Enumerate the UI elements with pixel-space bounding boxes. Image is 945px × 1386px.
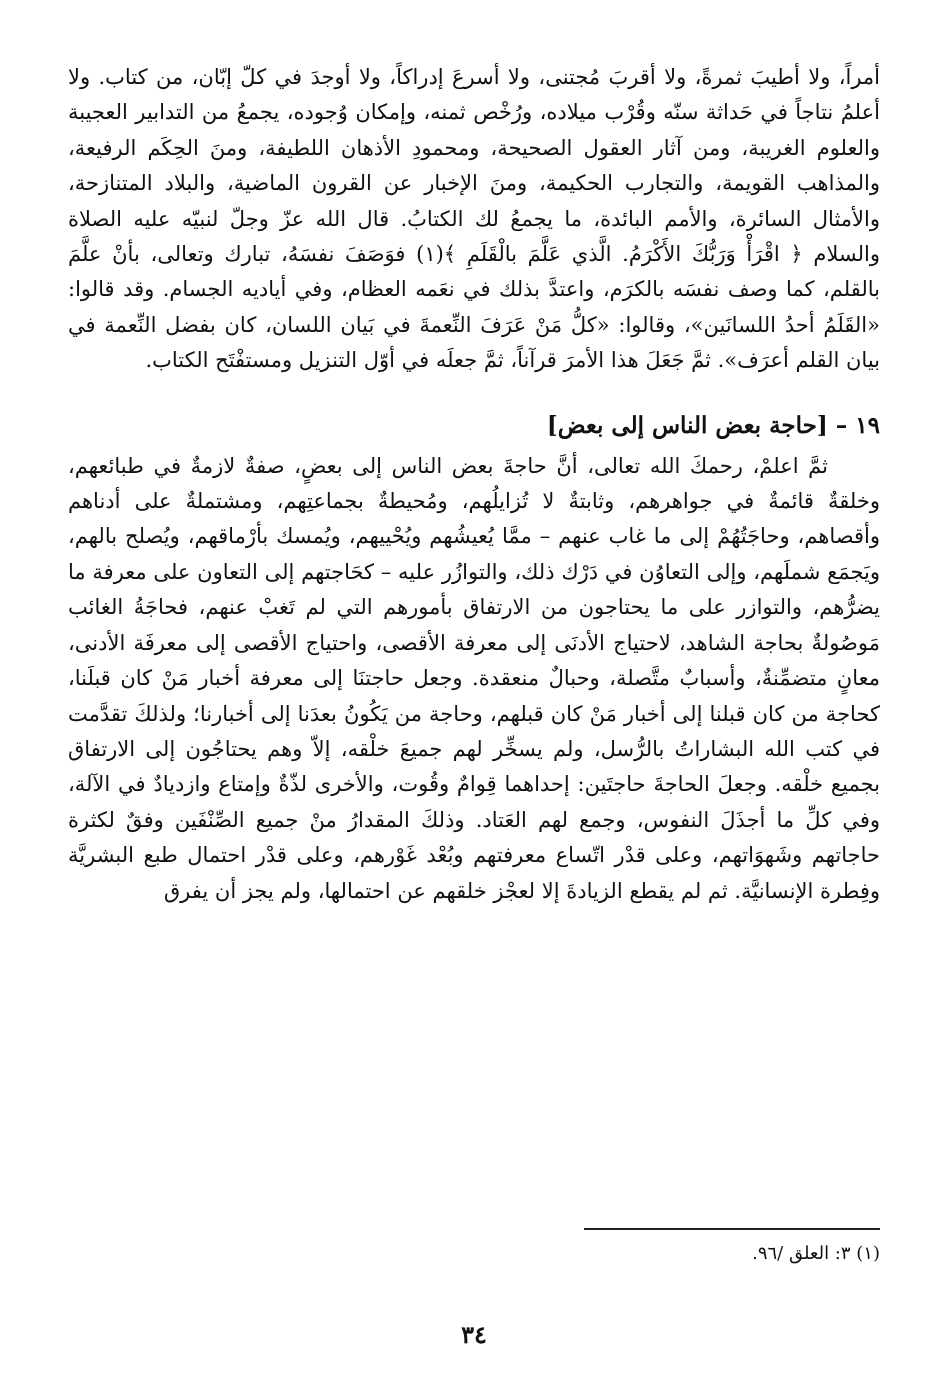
body-paragraph: أمراً، ولا أطيبَ ثمرةً، ولا أقربَ مُجتنى، ولا أسرعَ إدراكاً، ولا أوجدَ في كلّ إبّان، من كتاب. ولا أعلمُ نتاجاً في حَداثة سنّه وقُرْب ميلاده، ورُخْص ثمنه، وإمكان وُجوده، يجمعُ من التدابير العجيبة والعلوم الغريبة، ومن آثار العقول الصحيحة، ومحمودِ الأذهان اللطيفة، ومنَ الحِكَم الرفيعة، والمذاهب القويمة، والتجارب الحكيمة، ومنَ الإخبار عن القرون الماضية، والبلاد المتنازحة، والأمثال السائرة، والأمم البائدة، ما يجمعُ لك الكتابُ. قال الله عزّ وجلّ لنبيّه عليه الصلاة والسلام ﴿ اقْرَأْ وَرَبُّكَ الأَكْرَمُ. الَّذي عَلَّمَ بالْقَلَمِ ﴾(١) فوَصَفَ نفسَهُ، تبارك وتعالى، بأنْ علَّمَ بالقلم، كما وصف نفسَه بالكرَم، واعتدَّ بذلك في نعَمه العظام، وفي أياديه الجسام. وقد قالوا: «القَلَمُ أحدُ اللسانَين»، وقالوا: «كلُّ مَنْ عَرَفَ النِّعمةَ في بَيان اللسان، كان بفضل النِّعمة في بيان القلم أعرَف». ثمَّ جَعَلَ هذا الأمرَ قرآناً، ثمَّ جعلَه في أوّل التنزيل ومستفْتَح الكتاب. bbox=[68, 65, 880, 373]
page-body bbox=[68, 60, 880, 1360]
section-heading: ١٩ – [حاجة بعض الناس إلى بعض] bbox=[546, 411, 880, 439]
footnote-divider bbox=[584, 1228, 880, 1230]
footnote: (١) ٣: العلق /٩٦. bbox=[752, 1243, 880, 1264]
body-paragraph: ثمَّ اعلمْ، رحمكَ الله تعالى، أنَّ حاجةَ بعض الناس إلى بعضٍ، صفةٌ لازمةٌ في طبائعهم، وخلقةٌ قائمةٌ في جواهرهم، وثابتةٌ لا تُزايلُهم، ومُحيطةٌ بجماعتِهم، ومشتملةٌ على أدناهم وأقصاهم، وحاجَتُهُمْ إلى ما غاب عنهم – ممَّا يُعيشُهم ويُحْييهم، ويُمسك بأرْماقهم، ويُصلح بالهم، ويَجمَع شملَهم، وإلى التعاوُن في دَرْك ذلك، والتوازُر عليه – كحَاجتهم إلى التعاون على معرفة ما يضرُّهم، والتوازر على ما يحتاجون من الارتفاق بأمورهم التي لم تَغبْ عنهم، فحاجَةُ الغائب مَوصُولةٌ بحاجة الشاهد، لاحتياج الأدنَى إلى معرفة الأقصى، واحتياج الأقصى إلى معرفَة الأدنى، معانٍ متضمِّنةٌ، وأسبابٌ متَّصلة، وحبالٌ منعقدة. وجعل حاجتنَا إلى معرفة أخبار مَنْ كان قبلَنا، كحاجة من كان قبلنا إلى أخبار مَنْ كان قبلهم، وحاجة من يَكُونُ بعدَنا إلى أخبارنا؛ ولذلكَ تقدَّمت في كتب الله البشاراتُ بالرُّسل، ولم يسخِّر لهم جميعَ خلْقه، إلاّ وهم يحتاجُون إلى الارتفاق بجميع خلْقه. وجعلَ الحاجةَ حاجتَين: إحداهما قِوامٌ وقُوت، والأخرى لذّةٌ وإمتاع وازديادٌ في الآلة، وفي كلِّ ما أجذَلَ النفوس، وجمع لهم العَتاد. وذلكَ المقدارُ منْ جميع الصِّنْفَين وفقٌ لكثرة حاجاتهم وشَهوَاتهم، وعلى قدْر اتّساع معرفتهم وبُعْد غَوْرهم، وعلى قدْر احتمال طبع البشريَّة وفِطرة الإنسانيَّة. ثم لم يقطع الزيادةَ إلا لعجْز خلقهم عن احتمالها، ولم يجز أن يفرق bbox=[68, 453, 880, 903]
page-number: ٣٤ bbox=[461, 1320, 487, 1349]
